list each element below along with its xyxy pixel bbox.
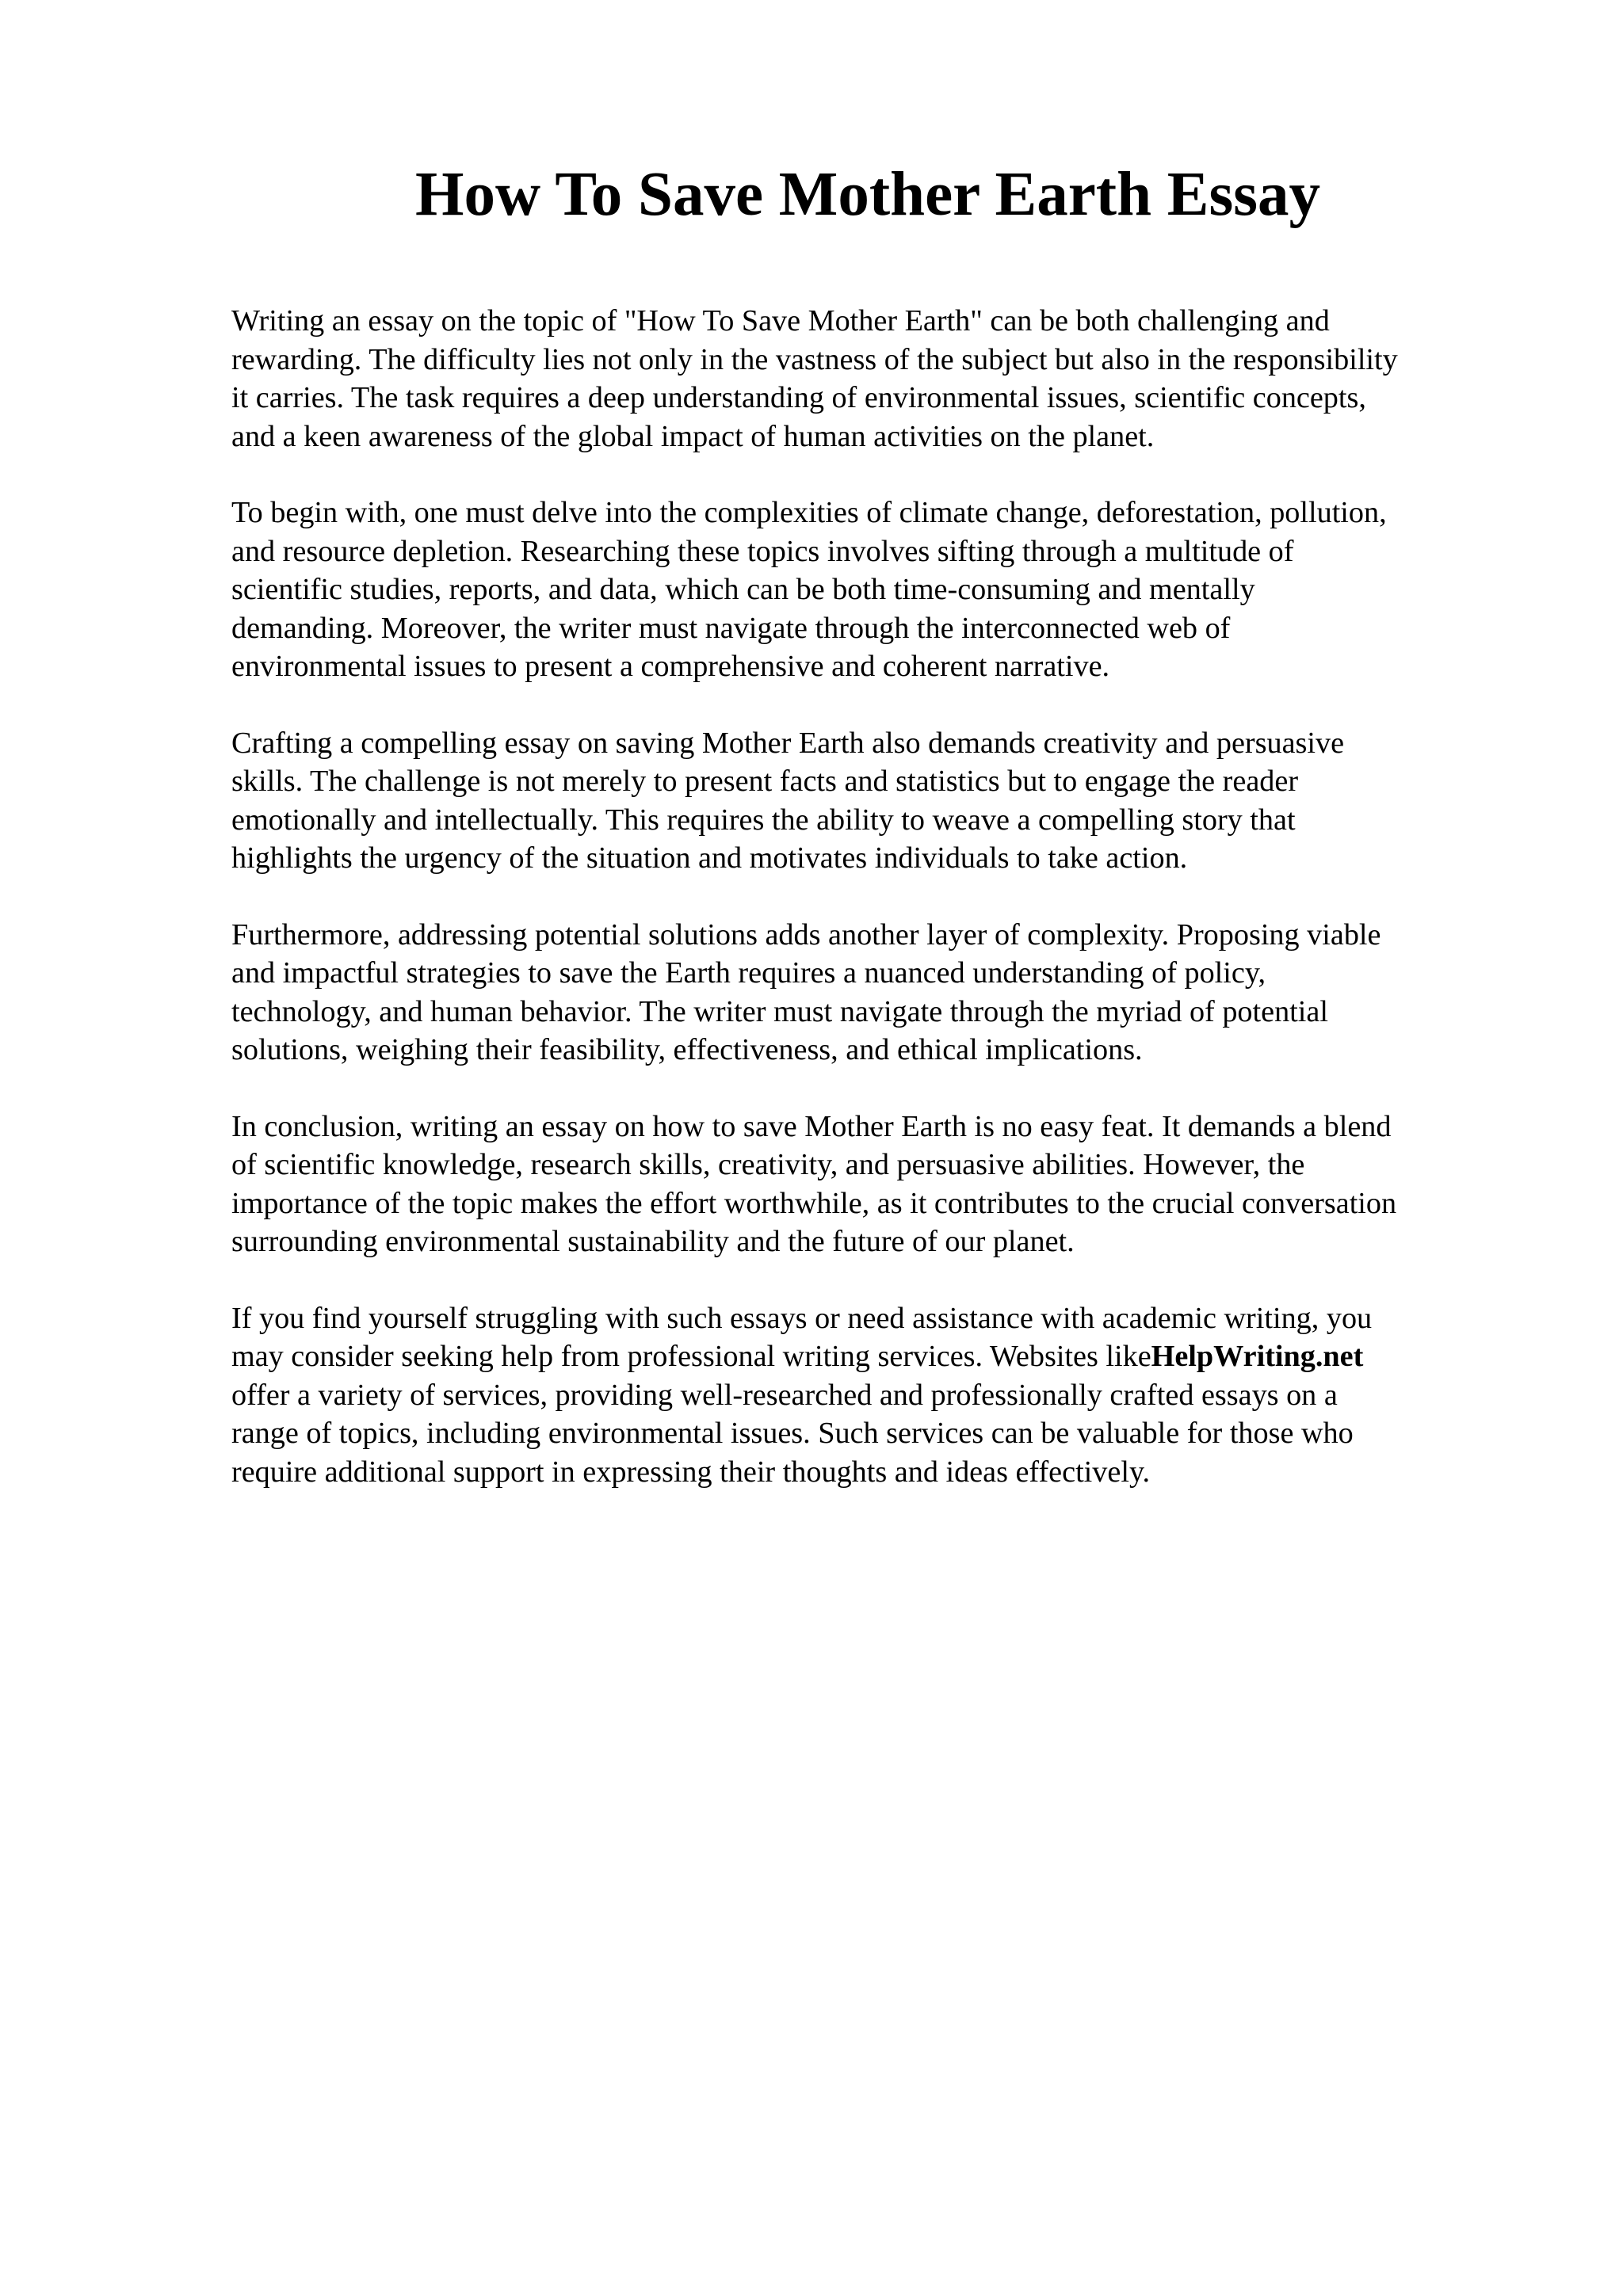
paragraph-2	[231, 494, 1515, 686]
text-line: solutions, weighing their feasibility, effectiveness, and ethical implications.	[231, 1033, 1143, 1066]
text-line: skills. The challenge is not merely to present facts and statistics but to engage the reader	[231, 765, 1299, 798]
text-line: rewarding. The difficulty lies not only in the vastness of the subject but also in the responsibility	[231, 342, 1398, 376]
text-line: and resource depletion. Researching these topics involves sifting through a multitude of	[231, 534, 1294, 568]
text-line: Writing an essay on the topic of "How To Save Mother Earth" can be both challenging and	[231, 304, 1330, 338]
text-line	[231, 1337, 1515, 1376]
text-line: surrounding environmental sustainability and the future of our planet.	[231, 1225, 1075, 1258]
text-line: In conclusion, writing an essay on how to save Mother Earth is no easy feat. It demands a blend	[231, 1109, 1392, 1143]
text-line: technology, and human behavior. The writer must navigate through the myriad of potential	[231, 994, 1328, 1028]
page-title: How To Save Mother Earth Essay	[415, 160, 1320, 229]
text-line: and impactful strategies to save the Earth requires a nuanced understanding of policy,	[231, 956, 1266, 990]
text-line: scientific studies, reports, and data, which can be both time-consuming and mentally	[231, 573, 1255, 606]
text-line: it carries. The task requires a deep understanding of environmental issues, scientific concepts,	[231, 381, 1366, 414]
essay-body	[231, 302, 1515, 1529]
text-line: environmental issues to present a comprehensive and coherent narrative.	[231, 650, 1110, 683]
paragraph-6	[231, 1299, 1515, 1492]
text-line: Furthermore, addressing potential solutions adds another layer of complexity. Proposing viable	[231, 917, 1381, 952]
paragraph-3	[231, 724, 1515, 878]
text-line: To begin with, one must delve into the complexities of climate change, deforestation, pollution,	[231, 496, 1387, 529]
text-line: If you find yourself struggling with such essays or need assistance with academic writing, you	[231, 1301, 1373, 1335]
text-segment: may consider seeking help from professional writing services. Websites like	[231, 1340, 1151, 1373]
helpwriting-link[interactable]: HelpWriting.net	[1151, 1340, 1364, 1373]
text-line: emotionally and intellectually. This requires the ability to weave a compelling story that	[231, 803, 1296, 837]
text-line: range of topics, including environmental issues. Such services can be valuable for those who	[231, 1417, 1354, 1450]
text-line: of scientific knowledge, research skills, creativity, and persuasive abilities. However, the	[231, 1148, 1305, 1181]
text-line: highlights the urgency of the situation and motivates individuals to take action.	[231, 841, 1188, 875]
text-line: offer a variety of services, providing well-researched and professionally crafted essays on a	[231, 1378, 1338, 1412]
paragraph-4	[231, 916, 1515, 1070]
paragraph-1	[231, 302, 1515, 456]
text-line: demanding. Moreover, the writer must navigate through the interconnected web of	[231, 611, 1231, 645]
text-line: Crafting a compelling essay on saving Mother Earth also demands creativity and persuasive	[231, 726, 1345, 760]
text-line: importance of the topic makes the effort worthwhile, as it contributes to the crucial conversation	[231, 1186, 1397, 1220]
text-line: and a keen awareness of the global impact of human activities on the planet.	[231, 419, 1155, 453]
paragraph-5	[231, 1108, 1515, 1261]
text-line: require additional support in expressing their thoughts and ideas effectively.	[231, 1455, 1151, 1489]
